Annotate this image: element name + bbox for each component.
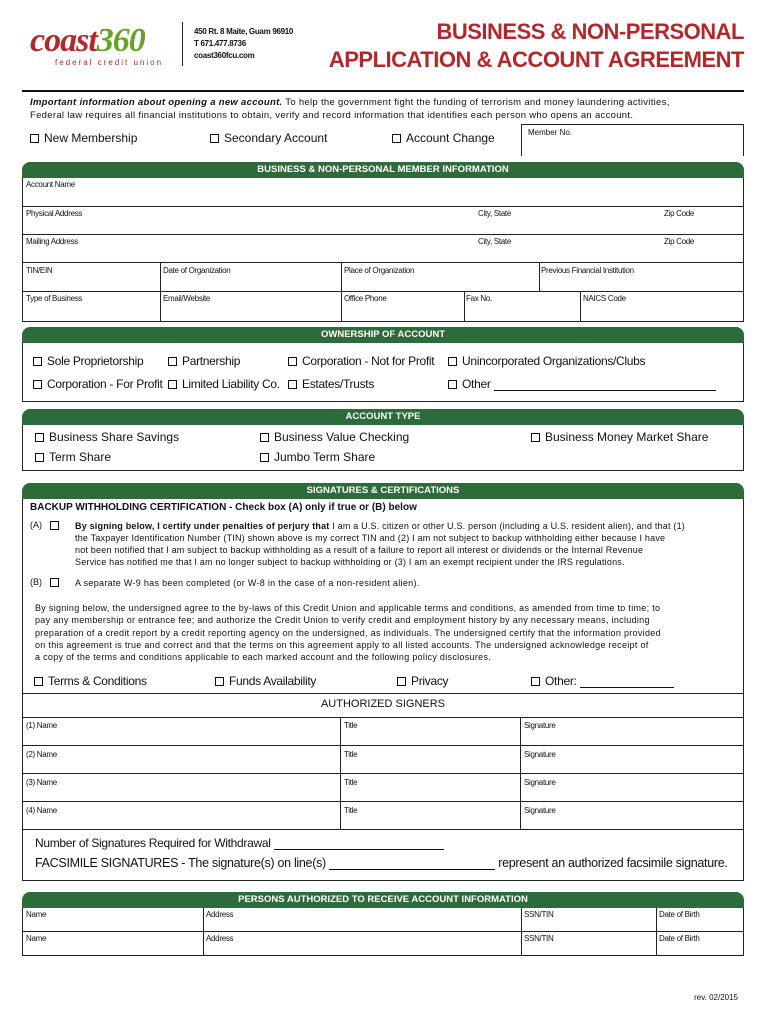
account-name-input[interactable] <box>22 190 744 206</box>
person-address-label: Address <box>206 934 234 943</box>
account-type-checkbox[interactable] <box>260 453 269 462</box>
ownership-box <box>22 343 744 402</box>
account-type-option[interactable] <box>35 430 179 444</box>
agreement-paragraph <box>35 602 741 663</box>
num-signatures-row <box>35 836 444 850</box>
ownership-checkbox[interactable] <box>288 380 297 389</box>
disclosure-label: Terms & Conditions <box>48 674 147 688</box>
disclosure-option[interactable] <box>397 674 448 688</box>
facsimile-row <box>35 856 728 870</box>
secondary-account-checkbox[interactable] <box>210 134 219 143</box>
signer-name-label: (4) Name <box>26 806 57 815</box>
auth-divider-top <box>22 693 744 694</box>
option-b-text: A separate W-9 has been completed (or W-8 in the case of a non-resident alien). <box>75 578 420 588</box>
logo-word: coast <box>30 22 97 59</box>
account-type-label: Jumbo Term Share <box>274 450 376 464</box>
signer-title-label: Title <box>344 721 358 730</box>
ownership-option[interactable] <box>168 354 240 368</box>
member-number-field[interactable] <box>521 124 744 156</box>
account-change-option[interactable] <box>392 131 495 145</box>
agreement-line: pay any membership or entrance fee; and authorize the Credit Union to verify credit and employment history by any necessary means, including <box>35 615 650 626</box>
city-state-label-1: City, State <box>478 209 512 218</box>
signer-title-label: Title <box>344 778 358 787</box>
option-a-text <box>75 520 741 568</box>
account-name-label: Account Name <box>26 180 75 189</box>
num-signatures-input[interactable] <box>274 837 444 850</box>
ownership-checkbox[interactable] <box>33 380 42 389</box>
date-org-label: Date of Organization <box>163 266 231 275</box>
option-a-line-3: not been notified that I am subject to backup withholding as a result of a failure to report all interest or dividends or the Internal Revenue <box>75 545 644 555</box>
ownership-label: Corporation - Not for Profit <box>302 354 435 368</box>
ownership-checkbox[interactable] <box>448 380 457 389</box>
notice-text: To help the government fight the funding of terrorism and money laundering activities, <box>282 97 670 108</box>
option-b-checkbox[interactable] <box>50 578 59 587</box>
ownership-label: Other <box>462 377 491 391</box>
mailing-address-label: Mailing Address <box>26 237 78 246</box>
header-rule <box>22 90 744 92</box>
email-label: Email/Website <box>163 294 211 303</box>
disclosure-checkbox[interactable] <box>397 677 406 686</box>
option-a-line-2: the Taxpayer Identification Number (TIN) shown above is my correct TIN and (2) I am not subject to backup withholding either because I have <box>75 533 666 543</box>
contact-address: 450 Rt. 8 Maite, Guam 96910 <box>194 27 294 36</box>
signer-signature-label: Signature <box>524 778 556 787</box>
signer-signature-label: Signature <box>524 806 556 815</box>
person-ssn-label: SSN/TIN <box>524 934 554 943</box>
signers-table <box>22 717 744 829</box>
secondary-account-option[interactable] <box>210 131 327 145</box>
ownership-label: Limited Liability Co. <box>182 377 280 391</box>
notice-bold: Important information about opening a new account. <box>30 97 283 108</box>
ownership-option[interactable] <box>448 354 645 368</box>
contact-web: coast360fcu.com <box>194 51 255 60</box>
person-ssn-label: SSN/TIN <box>524 910 554 919</box>
disclosure-label: Funds Availability <box>229 674 317 688</box>
account-type-checkbox[interactable] <box>260 433 269 442</box>
facsimile-label: FACSIMILE SIGNATURES - The signature(s) on line(s) <box>35 856 326 870</box>
backup-withholding-title: BACKUP WITHHOLDING CERTIFICATION - Check box (A) only if true or (B) below <box>30 502 417 513</box>
disclosure-checkbox[interactable] <box>215 677 224 686</box>
account-type-option[interactable] <box>531 430 708 444</box>
signer-title-label: Title <box>344 806 358 815</box>
fax-label: Fax No. <box>466 294 492 303</box>
agreement-line: a copy of the terms and conditions applicable to each marked account and the following policy disclosures. <box>35 652 492 663</box>
account-type-option[interactable] <box>35 450 111 464</box>
ownership-option[interactable] <box>288 377 374 391</box>
agreement-line: By signing below, the undersigned agree to the by-laws of this Credit Union and applicable terms and conditions, as amended from time to time; to <box>35 603 661 613</box>
authorized-signers-title: AUTHORIZED SIGNERS <box>320 698 446 710</box>
signer-name-label: (2) Name <box>26 750 57 759</box>
option-a-checkbox[interactable] <box>50 521 59 530</box>
header-divider <box>182 22 183 66</box>
account-type-label: Business Share Savings <box>49 430 180 444</box>
zip-label-2: Zip Code <box>664 237 695 246</box>
title-line-2: APPLICATION & ACCOUNT AGREEMENT <box>328 47 744 72</box>
ownership-label: Estates/Trusts <box>302 377 375 391</box>
facsimile-lines-input[interactable] <box>329 857 495 870</box>
city-state-label-2: City, State <box>478 237 512 246</box>
account-type-option[interactable] <box>260 450 375 464</box>
revision-date: rev. 02/2015 <box>694 993 738 1002</box>
zip-label-1: Zip Code <box>664 209 695 218</box>
logo <box>30 22 163 67</box>
option-a-bold: By signing below, I certify under penalties of perjury that <box>75 521 330 531</box>
account-change-label: Account Change <box>406 131 495 145</box>
account-type-checkbox[interactable] <box>35 433 44 442</box>
ownership-header: OWNERSHIP OF ACCOUNT <box>22 327 744 343</box>
ownership-label: Unincorporated Organizations/Clubs <box>462 354 646 368</box>
person-name-label: Name <box>26 934 47 943</box>
other-disclosure-line[interactable] <box>580 687 674 688</box>
facsimile-label-end: represent an authorized facsimile signature. <box>498 856 728 870</box>
persons-table <box>22 908 744 956</box>
disclosure-option[interactable] <box>34 674 147 688</box>
secondary-account-label: Secondary Account <box>224 131 328 145</box>
account-type-label: Business Value Checking <box>274 430 410 444</box>
option-a-line-1: I am a U.S. citizen or other U.S. person (including a U.S. resident alien), and that (1) <box>329 521 685 531</box>
tin-label: TIN/EIN <box>26 266 53 275</box>
disclosure-label: Privacy <box>411 674 449 688</box>
signer-name-label: (1) Name <box>26 721 57 730</box>
person-dob-label: Date of Birth <box>659 934 700 943</box>
ownership-checkbox[interactable] <box>168 357 177 366</box>
disclosure-label: Other: <box>545 674 577 688</box>
naics-label: NAICS Code <box>583 294 626 303</box>
member-info-header: BUSINESS & NON-PERSONAL MEMBER INFORMATION <box>22 162 744 178</box>
ownership-option[interactable] <box>288 354 434 368</box>
signer-signature-label: Signature <box>524 750 556 759</box>
option-b-label: (B) <box>30 577 42 587</box>
place-org-label: Place of Organization <box>344 266 415 275</box>
signatures-header: SIGNATURES & CERTIFICATIONS <box>22 483 744 499</box>
account-type-header: ACCOUNT TYPE <box>22 409 744 425</box>
ownership-checkbox[interactable] <box>33 357 42 366</box>
logo-subtitle: federal credit union <box>55 58 164 67</box>
person-address-label: Address <box>206 910 234 919</box>
ownership-option-other[interactable] <box>448 377 716 391</box>
agreement-line: preparation of a credit report by a credit reporting agency on the undersigned, as individuals. The undersigned certify that the information provided <box>35 627 661 638</box>
page-title <box>329 18 744 74</box>
disclosure-option-other[interactable] <box>531 674 674 688</box>
logo-number: 360 <box>96 22 145 59</box>
title-line-1: BUSINESS & NON-PERSONAL <box>436 19 744 44</box>
person-name-label: Name <box>26 910 47 919</box>
important-notice <box>30 97 742 122</box>
ownership-option[interactable] <box>33 354 143 368</box>
ownership-label: Corporation - For Profit <box>47 377 163 391</box>
disclosure-checkbox[interactable] <box>531 677 540 686</box>
account-type-option[interactable] <box>260 430 409 444</box>
prev-fi-label: Previous Financial Institution <box>541 266 634 275</box>
signer-title-label: Title <box>344 750 358 759</box>
member-number-label: Member No. <box>528 128 573 137</box>
disclosure-option[interactable] <box>215 674 316 688</box>
signer-signature-label: Signature <box>524 721 556 730</box>
account-change-checkbox[interactable] <box>392 134 401 143</box>
contact-phone: T 671.477.8736 <box>194 39 246 48</box>
account-type-checkbox[interactable] <box>35 453 44 462</box>
contact-block <box>194 26 293 62</box>
account-type-label: Term Share <box>49 450 112 464</box>
notice-line-2: Federal law requires all financial institutions to obtain, verify and record information that identifies each person who opens an account. <box>30 109 634 121</box>
other-input-line[interactable] <box>494 390 716 391</box>
account-type-checkbox[interactable] <box>531 433 540 442</box>
type-business-label: Type of Business <box>26 294 83 303</box>
ownership-option[interactable] <box>33 377 163 391</box>
ownership-option[interactable] <box>168 377 280 391</box>
num-signatures-label: Number of Signatures Required for Withdrawal <box>35 836 271 850</box>
account-type-label: Business Money Market Share <box>545 430 709 444</box>
option-a-line-4: Service has notified me that I am no longer subject to backup withholding or (3) I am an exempt recipient under the IRS regulations. <box>75 557 625 567</box>
physical-address-label: Physical Address <box>26 209 83 218</box>
new-membership-option[interactable] <box>30 131 137 145</box>
new-membership-label: New Membership <box>44 131 138 145</box>
person-dob-label: Date of Birth <box>659 910 700 919</box>
ownership-checkbox[interactable] <box>288 357 297 366</box>
ownership-checkbox[interactable] <box>168 380 177 389</box>
ownership-label: Partnership <box>182 354 241 368</box>
ownership-checkbox[interactable] <box>448 357 457 366</box>
agreement-line: on this agreement is true and correct and that the terms on this agreement apply to all listed accounts. The undersigned acknowledge receipt of <box>35 639 649 650</box>
new-membership-checkbox[interactable] <box>30 134 39 143</box>
ownership-label: Sole Proprietorship <box>47 354 144 368</box>
office-phone-label: Office Phone <box>344 294 387 303</box>
option-a-label: (A) <box>30 520 42 530</box>
signer-name-label: (3) Name <box>26 778 57 787</box>
disclosure-checkbox[interactable] <box>34 677 43 686</box>
persons-header: PERSONS AUTHORIZED TO RECEIVE ACCOUNT INFORMATION <box>22 892 744 908</box>
